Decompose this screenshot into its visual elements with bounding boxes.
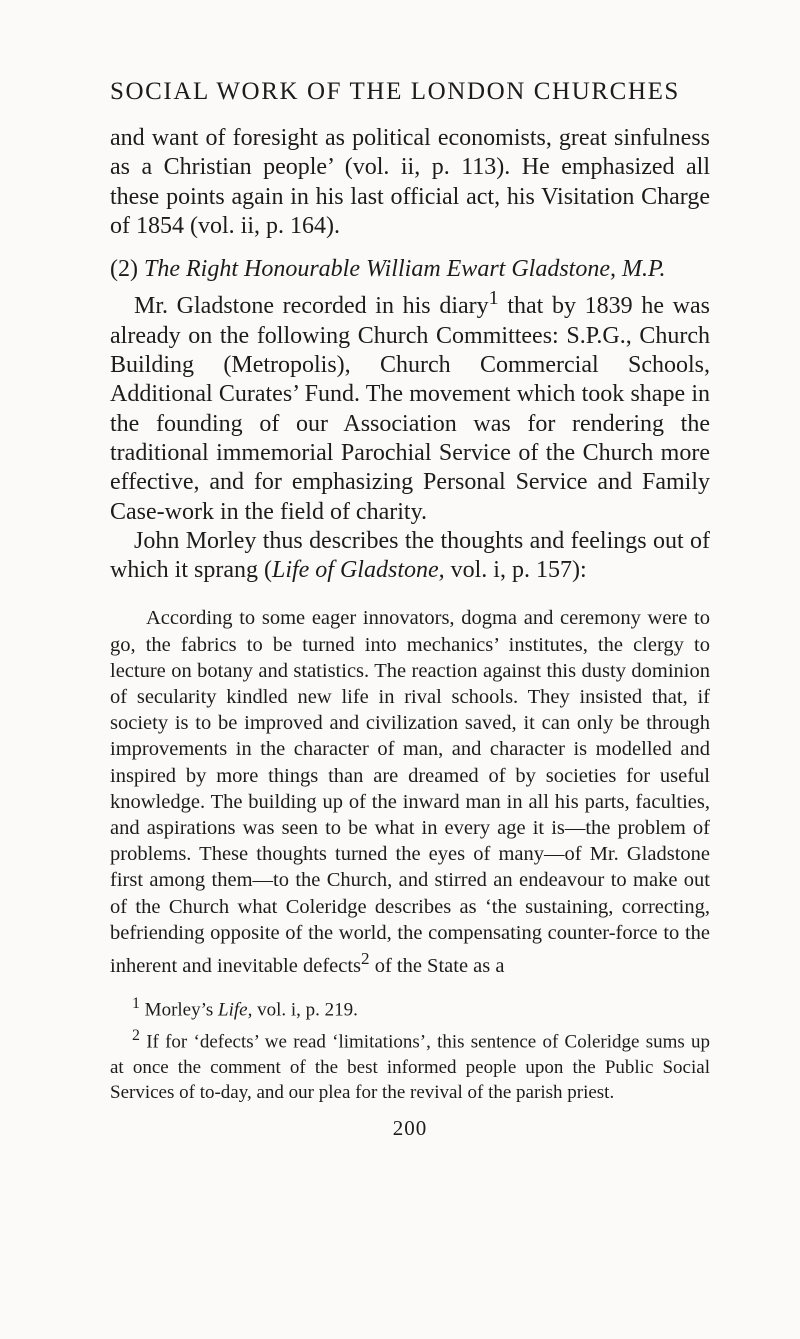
paragraph-gladstone-text-a: Mr. Gladstone recorded in his diary <box>134 293 489 320</box>
paragraph-morley-text-a: John Morley thus describes the thoughts and feelings out of which it sprang ( <box>110 527 710 584</box>
quote-text-b: of the State as a <box>369 954 505 977</box>
page-number: 200 <box>392 1115 428 1140</box>
section-title: The Right Honourable William Ewart Gladstone, M.P. <box>143 256 666 283</box>
section-number: (2) <box>110 256 138 283</box>
block-quote <box>110 605 710 979</box>
footnote-1-number: 1 <box>132 995 140 1013</box>
footnote-ref-2: 2 <box>361 949 370 969</box>
footnote-1-text-b: vol. i, p. 219. <box>252 999 358 1021</box>
footnote-2 <box>110 1023 710 1106</box>
quote-text-a: According to some eager innovators, dogma and ceremony were to go, the fabrics to be turned into mechanics’ institutes, the clergy to lecture on botany and statistics. The reaction against this dusty dominion of secularity kindled new life in rival schools. They insisted that, if society is to be improved and civilization saved, it can only be through improvements in the character of man, and character is modelled and inspired by more things than are dreamed of by societies for useful knowledge. The building up of the inward man in all his parts, faculties, and aspirations was seen to be what in every age it is—the problem of problems. These thoughts turned the eyes of many—of Mr. Gladstone first among them—to the Church, and stirred an endeavour to make out of the Church what Coleridge describes as ‘the sustaining, correcting, befriending opposite of the world, the compensating counter-force to the inherent and inevitable defects <box>110 607 710 977</box>
footnote-2-number: 2 <box>132 1026 140 1044</box>
running-head: SOCIAL WORK OF THE LONDON CHURCHES <box>110 78 680 105</box>
footnote-1 <box>110 991 710 1023</box>
footnotes <box>110 991 710 1106</box>
footnote-1-italic: Life, <box>218 999 253 1021</box>
footnote-1-text-a: Morley’s <box>144 999 219 1021</box>
paragraph-morley <box>110 527 710 586</box>
book-title-life-of-gladstone: Life of Gladstone, <box>271 557 445 584</box>
paragraph-continued: and want of foresight as political economists, great sinfulness as a Christian people’ (vol. ii, p. 113). He emphasized all these points again in his last official act, his Visitation Charge of 1854 (vol. ii, p. 164). <box>110 125 710 239</box>
footnote-ref-1: 1 <box>488 287 499 310</box>
paragraph-gladstone-text-b: that by 1839 he was already on the following Church Committees: S.P.G., Church Building (Metropolis), Church Commercial Schools, Additional Curates’ Fund. The movement which took shape in the founding of our Association was for rendering the traditional immemorial Parochial Service of the Church more effective, and for emphasizing Personal Service and Family Case-work in the field of charity. <box>110 293 710 525</box>
paragraph-morley-text-b: vol. i, p. 157): <box>444 557 587 584</box>
footnote-2-text: If for ‘defects’ we read ‘limitations’, this sentence of Coleridge sums up at once the comment of the best informed people upon the Public Social Services of to-day, and our plea for the revival of the parish priest. <box>110 1031 711 1104</box>
paragraph-gladstone <box>110 284 710 526</box>
section-heading <box>110 255 710 284</box>
book-page <box>110 78 710 1141</box>
